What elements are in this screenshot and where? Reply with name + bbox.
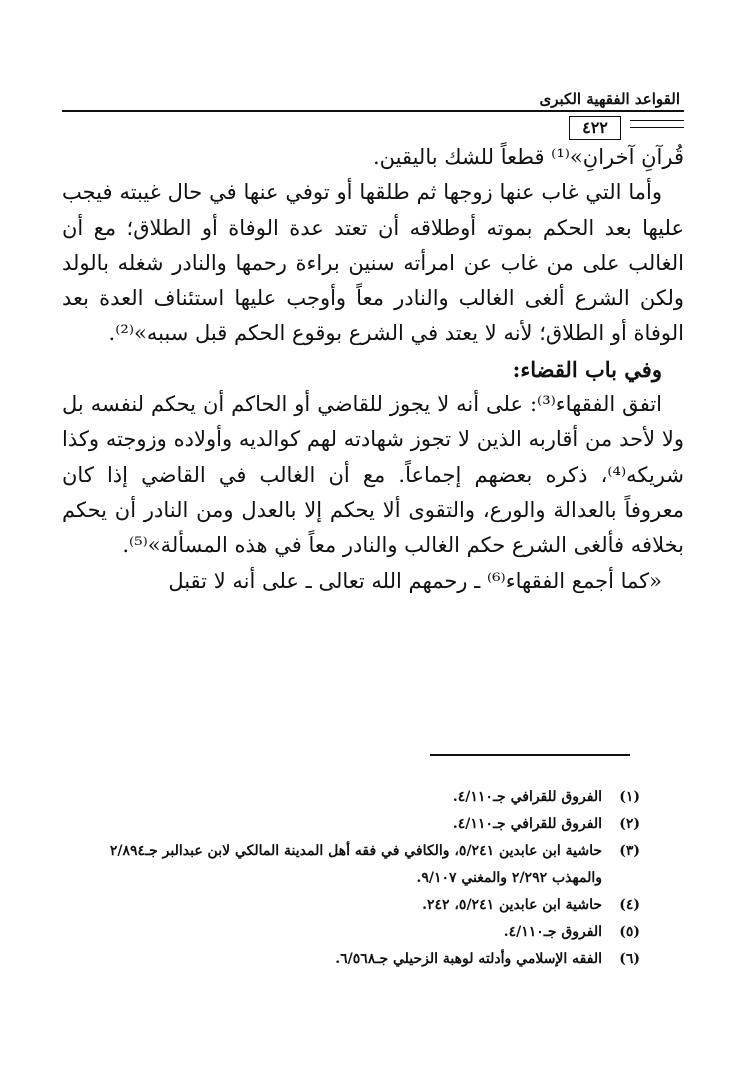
footnote (84, 946, 640, 973)
body-text (62, 140, 684, 599)
footnote-text: الفروق للقرافي جـ٤/١١٠. (452, 816, 602, 832)
footnote-number: (٦) (619, 951, 640, 967)
footnote-text: الفقه الإسلامي وأدلته لوهبة الزحيلي جـ٦/٥٦٨. (335, 951, 602, 967)
footnote-number: (٤) (619, 897, 640, 913)
footnote-number: (١) (619, 789, 640, 805)
footnote (84, 784, 640, 811)
section-heading: وفي باب القضاء: (512, 356, 662, 382)
ornament-line (630, 120, 684, 121)
footnotes (84, 784, 640, 973)
footnote-number: (٢) (619, 816, 640, 832)
footnote-text: الفروق للقرافي جـ٤/١١٠. (452, 789, 602, 805)
footnote (84, 838, 640, 892)
footnote-number: (٣) (619, 843, 640, 859)
ornament-line (630, 127, 684, 128)
running-title: القواعد الفقهية الكبرى (539, 90, 680, 108)
footnote-text: الفروق جـ٤/١١٠. (503, 924, 602, 940)
footnote-separator (430, 754, 630, 756)
footnote (84, 919, 640, 946)
paragraph: وأما التي غاب عنها زوجها ثم طلقها أو توفي عنها في حال غيبته فيجب عليها بعد الحكم بموته أوطلاقه أن تعتد عدة الوفاة أو الطلاق؛ مع أن الغالب على من غاب عن امرأته سنين براءة رحمها والنادر شغله بالولد ولكن الشرع ألغى الغالب والنادر معاً وأوجب عليها استئناف العدة بعد الوفاة أو الطلاق؛ لأنه لا يعتد في الشرع بوقوع الحكم قبل سببه»⁽²⁾. (62, 180, 684, 346)
page-number-ornament (630, 120, 684, 134)
footnote-text: حاشية ابن عابدين ٥/٢٤١، والكافي في فقه أهل المدينة المالكي لابن عبدالبر جـ٢/٨٩٤ والمهذب ٢/٢٩٢ والمغني ٩/١٠٧. (109, 843, 602, 886)
paragraph: «كما أجمع الفقهاء⁽⁶⁾ ـ رحمهم الله تعالى ـ على أنه لا تقبل (168, 568, 662, 593)
paragraph: اتفق الفقهاء⁽³⁾: على أنه لا يجوز للقاضي أو الحاكم أن يحكم لنفسه بل ولا لأحد من أقاربه الذين لا تجوز شهادته لهم كوالديه وأولاده وزوجته وكذا شريكه⁽⁴⁾، ذكره بعضهم إجماعاً. مع أن الغالب في القاضي إذا كان معروفاً بالعدالة والورع، والتقوى ألا يحكم إلا بالعدل ومن النادر أن يحكم بخلافه فألغى الشرع حكم الغالب والنادر معاً في هذه المسألة»⁽⁵⁾. (62, 392, 684, 558)
footnote (84, 811, 640, 838)
page-number: ٤٢٢ (569, 116, 621, 140)
footnote (84, 892, 640, 919)
header-rule (62, 110, 684, 112)
paragraph-continuation: قُرآنِ آخرانِ»⁽¹⁾ قطعاً للشك باليقين. (372, 145, 684, 169)
footnote-number: (٥) (619, 924, 640, 940)
footnote-text: حاشية ابن عابدين ٥/٢٤١، ٢٤٢. (422, 897, 602, 913)
